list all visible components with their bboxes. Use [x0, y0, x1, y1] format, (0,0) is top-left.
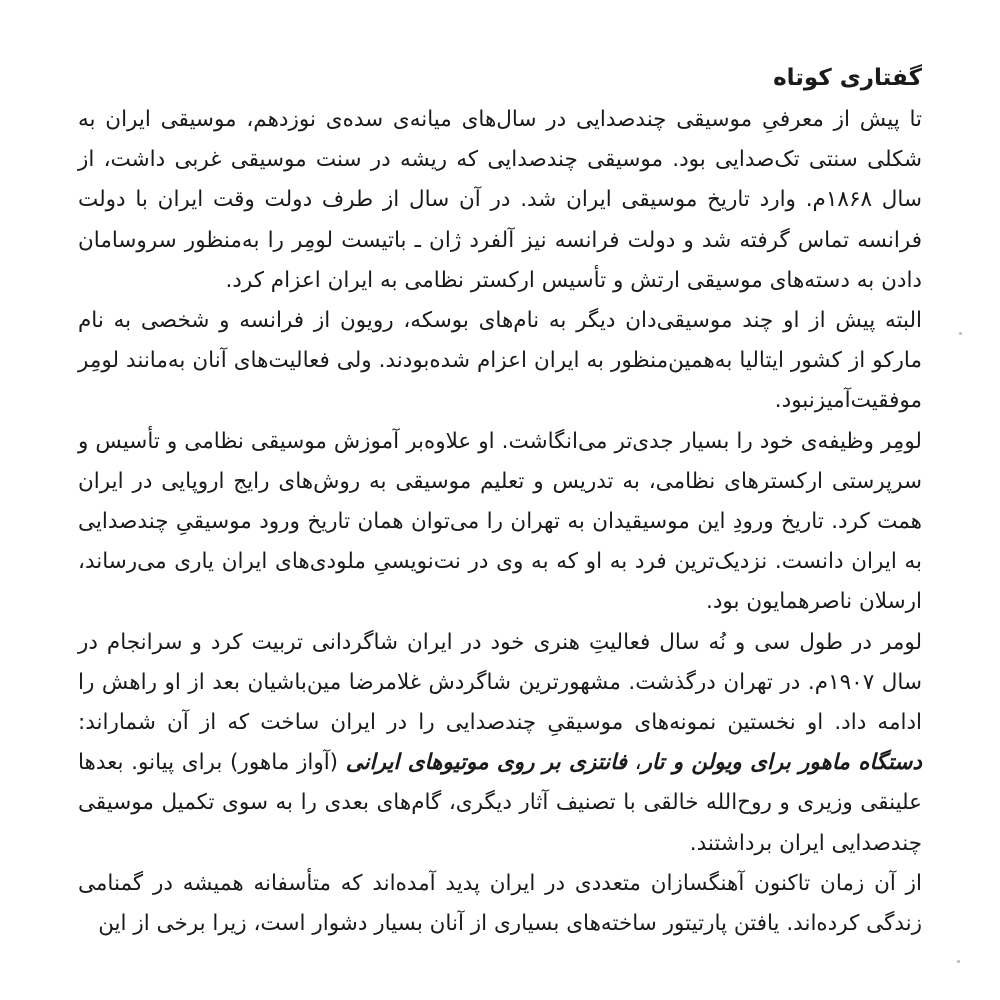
paragraph-text: البته پیش از او چند موسیقی‌دان دیگر به نام‌های بوسکه، رویون از فرانسه و شخصی به نام مارکو از کشور ایتالیا به‌همین‌منظور به ایران اعزام شده‌بودند. ولی فعالیت‌های آنان به‌مانند لومِر موفقیت‌آمیزنبود.: [78, 308, 922, 414]
paragraph-composers: [78, 864, 922, 944]
section-heading: گفتاری کوتاه: [773, 65, 922, 91]
paragraph-text: از آن زمان تاکنون آهنگسازان متعددی در ایران پدید آمده‌اند که متأسفانه همیشه در گمنامی زندگی کرده‌اند. یافتن پارتیتور ساخته‌های بسیاری از آنان بسیار دشوار است، زیرا برخی از این: [78, 870, 922, 937]
paragraph-text: (آواز ماهور) برای پیانو. بعدها علینقی وزیری و روح‌الله خالقی با تصنیف آثار دیگری، گام‌های بعدی را به سوی تکمیل موسیقی چندصدایی ایران برداشتند.: [78, 750, 922, 856]
scan-speck: [957, 960, 960, 963]
document-page: [78, 58, 922, 944]
paragraph-text: تا پیش از معرفیِ موسیقی چندصدایی در سال‌های میانه‌ی سده‌ی نوزدهم، موسیقی ایران به شکلی سنتی تک‌صدایی بود. موسیقی چندصدایی که ریشه در سنت موسیقی غربی داشت، از سال ۱۸۶۸م. وارد تاریخ موسیقی ایران شد. در آن سال از طرف دولت وقت ایران با دولت فرانسه تماس گرفته شد و دولت فرانسه نیز آلفرد ژان ـ باتیست لومِر را به‌منظور سروسامان دادن به دسته‌های موسیقی ارتش و تأسیس ارکستر نظامی به ایران اعزام کرد.: [78, 107, 922, 293]
work-title-fantasy: فانتزی بر روی موتیوهای ایرانی: [345, 750, 627, 776]
paragraph-lemaire-legacy: [78, 623, 922, 864]
paragraph-earlier-musicians: [78, 301, 922, 422]
paragraph-intro: [78, 100, 922, 301]
paragraph-text: لومِر وظیفه‌ی خود را بسیار جدی‌تر می‌انگاشت. او علاوه‌بر آموزش موسیقی نظامی و تأسیس و سرپرستی ارکسترهای نظامی، به تدریس و تعلیم موسیقی به روش‌های رایج اروپایی در ایران همت کرد. تاریخ ورودِ این موسیقیدان به تهران را می‌توان همان تاریخ ورود موسیقیِ چندصدایی به ایران دانست. نزدیک‌ترین فرد به او که به وی در نت‌نویسیِ ملودی‌های ایران یاری می‌رساند، ارسلان ناصرهمایون بود.: [78, 428, 922, 615]
work-title-dastgah-mahour: دستگاه ماهور برای ویولن و تار: [641, 750, 922, 776]
paragraph-lemaire-duties: [78, 422, 922, 623]
paragraph-text: ،: [626, 750, 642, 776]
scan-speck: [959, 332, 962, 335]
paragraph-text: لومر در طول سی و نُه سال فعالیتِ هنری خود در ایران شاگردانی تربیت کرد و سرانجام در سال ۱۹۰۷م. در تهران درگذشت. مشهورترین شاگردش غلامرضا مین‌باشیان بعد از او راهش را ادامه داد. او نخستین نمونه‌های موسیقیِ چندصدایی را در ایران ساخت که از آن شماراند:: [78, 629, 922, 736]
